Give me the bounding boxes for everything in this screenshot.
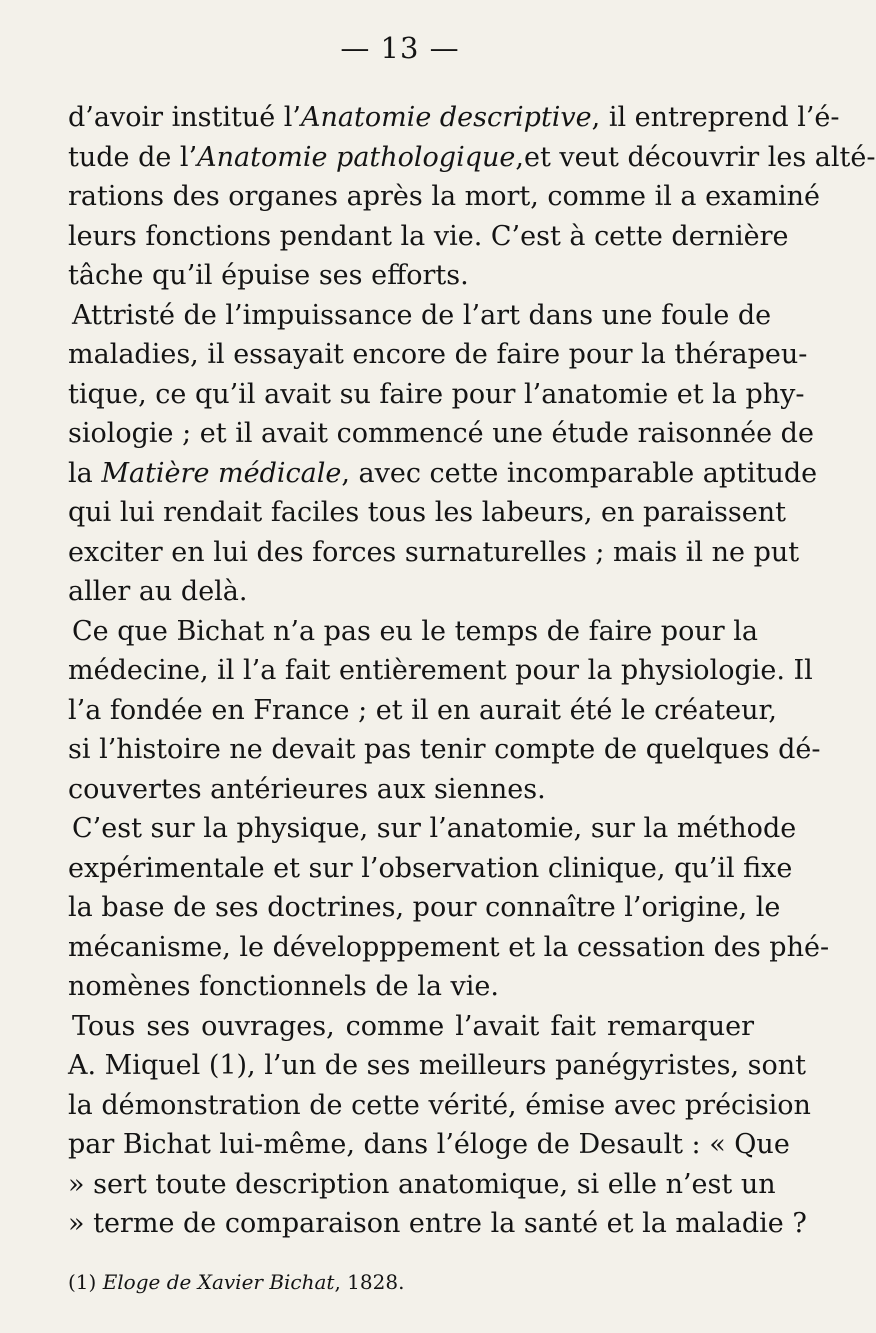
text-line: Tous ses ouvrages, comme l’avait fait remarquer: [72, 1010, 754, 1042]
text-line: couvertes antérieures aux siennes.: [68, 773, 546, 805]
italic-term: Anatomie pathologique: [197, 141, 516, 173]
text-line: aller au delà.: [68, 576, 248, 607]
text-line: si l’histoire ne devait pas tenir compte de quelques dé-: [68, 734, 821, 765]
footnote-title: Eloge de Xavier Bichat: [102, 1270, 335, 1294]
text-line: la démonstration de cette vérité, émise avec précision: [68, 1089, 811, 1121]
text-line: expérimentale et sur l’observation clinique, qu’il fixe: [68, 852, 793, 884]
text-line: nomènes fonctionnels de la vie.: [68, 971, 499, 1002]
text-line: tude de l’Anatomie pathologique,et veut découvrir les alté-: [68, 141, 876, 173]
text-line: tique, ce qu’il avait su faire pour l’anatomie et la phy-: [68, 378, 805, 410]
text-line: siologie ; et il avait commencé une étude raisonnée de: [68, 418, 814, 449]
text-line: d’avoir institué l’Anatomie descriptive, il entreprend l’é-: [68, 102, 840, 133]
text-line: l’a fondée en France ; et il en aurait été le créateur,: [68, 694, 778, 726]
page-number: — 13 —: [340, 31, 460, 65]
text-line: C’est sur la physique, sur l’anatomie, sur la méthode: [72, 813, 797, 844]
text-line: Attristé de l’impuissance de l’art dans une foule de: [72, 299, 772, 331]
text-line: la Matière médicale, avec cette incomparable aptitude: [68, 457, 818, 489]
text-line: tâche qu’il épuise ses efforts.: [68, 260, 469, 291]
italic-term: Anatomie descriptive: [300, 102, 592, 133]
text-line: la base de ses doctrines, pour connaître l’origine, le: [68, 892, 781, 923]
footnote-marker: (1): [68, 1270, 103, 1294]
text-line: qui lui rendait faciles tous les labeurs, en paraissent: [68, 497, 786, 528]
text-line: A. Miquel (1), l’un de ses meilleurs panégyristes, sont: [68, 1050, 807, 1081]
text-line: exciter en lui des forces surnaturelles ; mais il ne put: [68, 536, 800, 568]
italic-term: Matière médicale: [101, 457, 342, 489]
text-line: » terme de comparaison entre la santé et la maladie ?: [68, 1208, 807, 1239]
footnote-year: , 1828.: [334, 1270, 405, 1294]
text-line: maladies, il essayait encore de faire pour la thérapeu-: [68, 339, 808, 370]
text-line: Ce que Bichat n’a pas eu le temps de faire pour la: [72, 615, 758, 647]
footnote: [68, 1268, 754, 1296]
text-line: rations des organes après la mort, comme il a examiné: [68, 181, 821, 212]
text-line: » sert toute description anatomique, si elle n’est un: [68, 1168, 776, 1200]
text-line: par Bichat lui-même, dans l’éloge de Desault : « Que: [68, 1129, 790, 1160]
body-text: [68, 98, 876, 1244]
text-line: médecine, il l’a fait entièrement pour la physiologie. Il: [68, 655, 813, 686]
text-line: leurs fonctions pendant la vie. C’est à cette dernière: [68, 220, 789, 252]
text-line: mécanisme, le développpement et la cessation des phé-: [68, 931, 830, 963]
